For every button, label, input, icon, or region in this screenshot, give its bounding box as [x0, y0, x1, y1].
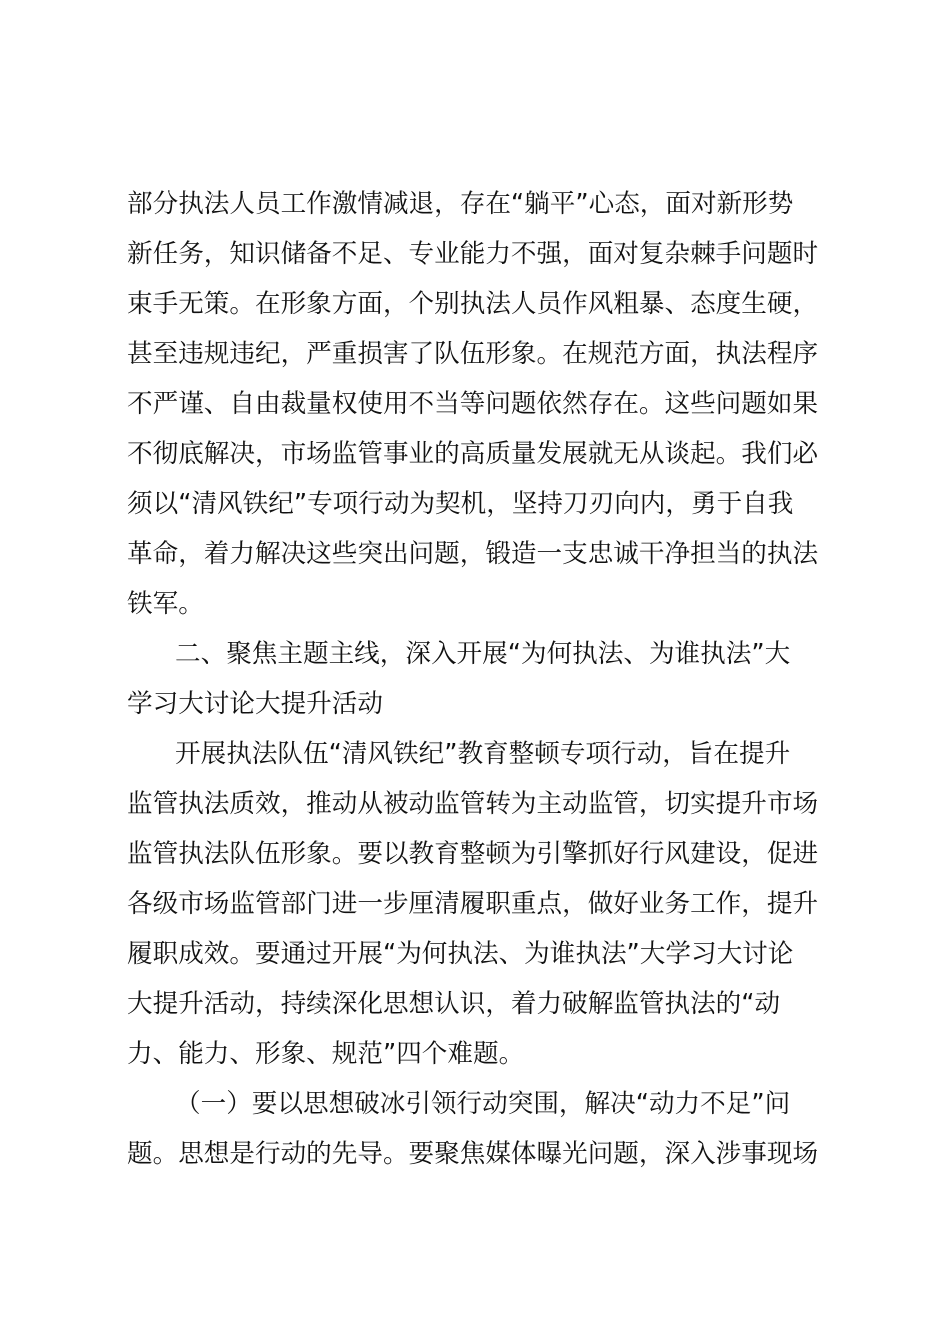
text-line: 不严谨、自由裁量权使用不当等问题依然存在。这些问题如果	[127, 389, 819, 419]
text-line: 大提升活动，持续深化思想认识，着力破解监管执法的“动	[127, 989, 781, 1019]
text-line: 监管执法质效，推动从被动监管转为主动监管，切实提升市场	[127, 789, 819, 819]
text-line: 监管执法队伍形象。要以教育整顿为引擎抓好行风建设，促进	[127, 839, 819, 869]
text-line: 力、能力、形象、规范”四个难题。	[127, 1039, 525, 1069]
text-line: 部分执法人员工作激情减退，存在“躺平”心态，面对新形势	[127, 189, 794, 219]
text-line: 须以“清风铁纪”专项行动为契机，坚持刀刃向内，勇于自我	[127, 489, 794, 519]
text-line: 不彻底解决，市场监管事业的高质量发展就无从谈起。我们必	[127, 439, 819, 469]
text-line: 铁军。	[127, 589, 204, 619]
text-line: 革命，着力解决这些突出问题，锻造一支忠诚干净担当的执法	[127, 539, 819, 569]
text-line: 题。思想是行动的先导。要聚焦媒体曝光问题，深入涉事现场	[127, 1139, 819, 1169]
text-line: 束手无策。在形象方面，个别执法人员作风粗暴、态度生硬，	[127, 289, 819, 319]
text-line: 甚至违规违纪，严重损害了队伍形象。在规范方面，执法程序	[127, 339, 819, 369]
text-line: 新任务，知识储备不足、专业能力不强，面对复杂棘手问题时	[127, 239, 819, 269]
section-heading: 二、聚焦主题主线，深入开展“为何执法、为谁执法”大	[175, 639, 791, 669]
section-heading-continued: 学习大讨论大提升活动	[127, 689, 383, 719]
subsection-heading: （一）要以思想破冰引领行动突围，解决“动力不足”问	[175, 1089, 791, 1119]
paragraph-start: 开展执法队伍“清风铁纪”教育整顿专项行动，旨在提升	[175, 739, 791, 769]
text-line: 履职成效。要通过开展“为何执法、为谁执法”大学习大讨论	[127, 939, 794, 969]
text-line: 各级市场监管部门进一步厘清履职重点，做好业务工作，提升	[127, 889, 819, 919]
